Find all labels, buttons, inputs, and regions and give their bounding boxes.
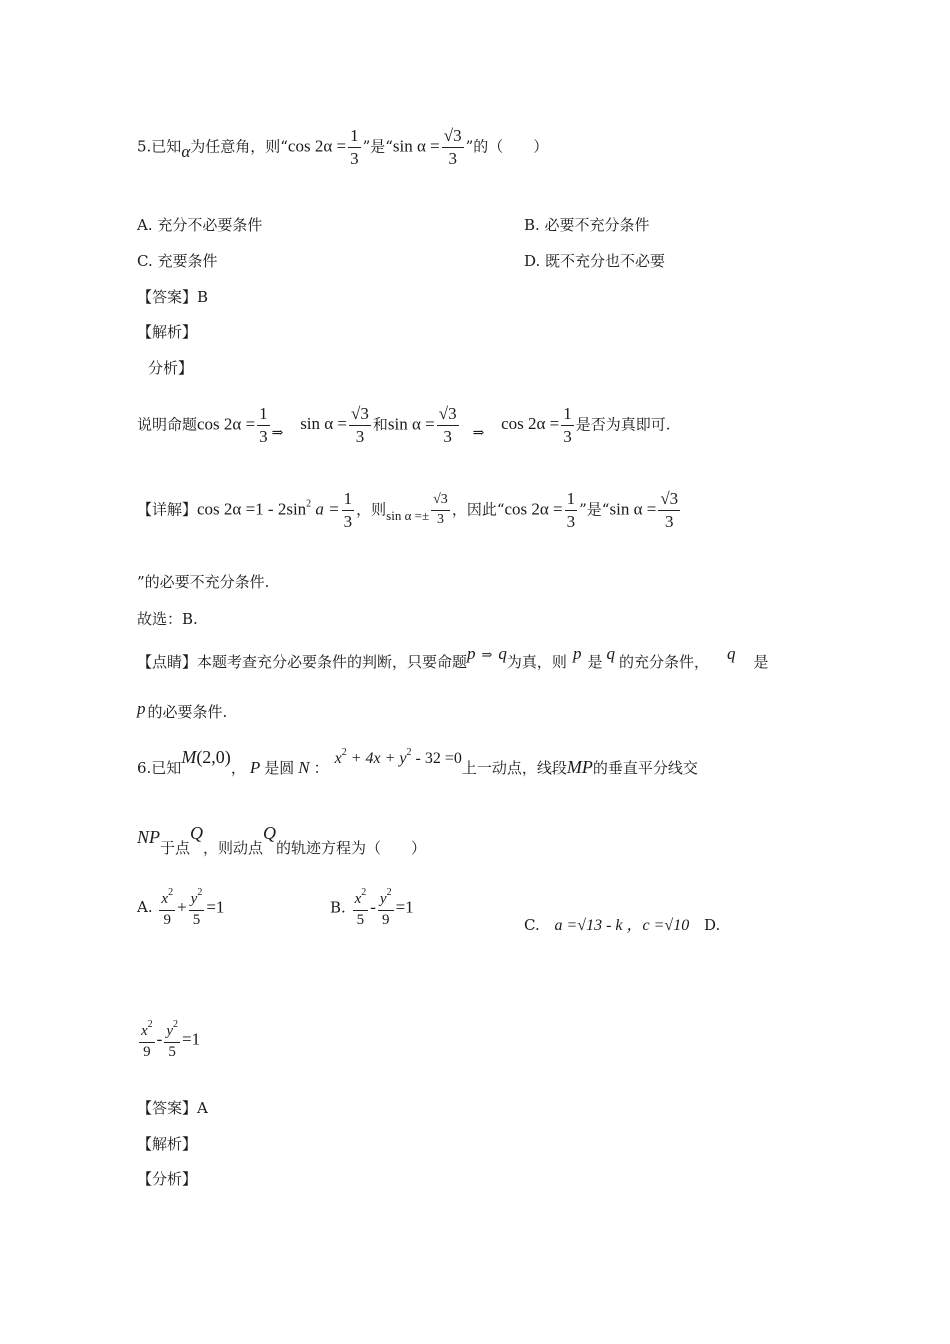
after-eq: 上一动点，线段 [461, 759, 567, 777]
q5-explain: 说明命题cos 2α = $\frac{1}{3}$ ⇒ sin α = $\frac{√3}{3}$ 和sin α = $\frac{√3}{3}$ ⇒ cos 2α = $\frac{1}{3}$ 是否为真即可. [137, 404, 671, 446]
choose-b: 故选：B. [137, 610, 198, 628]
detail-end: ”的必要不充分条件. [137, 573, 270, 591]
q6-analysis-title: 【解析】 [137, 1135, 198, 1153]
q5-prefix: 5.已知 [137, 137, 182, 156]
detail-a: a = [311, 499, 340, 519]
is-text: 是 [753, 653, 769, 671]
q6-option-d: $\frac{x^2}{9}$ - $\frac{y^2}{5}$ =1 [141, 1019, 201, 1060]
circle-n: N [298, 758, 310, 777]
superscript-2: 2 [306, 498, 312, 510]
q6-stem: 6.已知M(2,0)， P 是圆 N ：$x^2 + 4x + y^2 - 32 =0$上一动点，线段MP的垂直平分线交 [137, 747, 698, 777]
fraction-one-third: $\frac{1}{3}$ [350, 126, 359, 168]
q5-analysis-title: 【解析】 [137, 323, 198, 341]
q6-option-a: A. $\frac{x^2}{9}$ + $\frac{y^2}{5}$ =1 [137, 887, 225, 928]
implies-arrow: ⇒ [472, 426, 485, 442]
colon: ： [313, 759, 329, 777]
fraction-one-third: $\frac{1}{3}$ [259, 404, 268, 446]
q5-option-d: D. 既不充分也不必要 [524, 252, 666, 270]
q6-prefix: 6.已知 [137, 759, 182, 777]
detail-therefore: ，因此“ [451, 500, 505, 519]
at-point: 于点 [160, 839, 191, 857]
detail-equation: cos 2α =1 - 2sin [197, 499, 307, 519]
q-var: q [726, 644, 736, 663]
q5-detail: 【详解】$\cos 2\alpha =1 - 2\sin^2$ a = $\frac{1}{3}$ ，则sin α =± $\frac{√3}{3}$ ，因此“cos 2α = $\frac{1}{3}$ ”是“sin α = $\frac{√3}{3}$ [137, 489, 679, 531]
segment-np: NP [137, 827, 161, 847]
p-var: p [572, 644, 582, 663]
bisector-text: 的垂直平分线交 [592, 759, 698, 777]
detail-label: 【详解】 [137, 500, 198, 519]
eq-x: x [334, 750, 342, 767]
q6-option-b: B. $\frac{x^2}{5}$ - $\frac{y^2}{9}$ =1 [330, 887, 414, 928]
eq-end: - 32 =0 [411, 750, 462, 767]
detail-then: ，则 [356, 500, 387, 519]
point-m: M [181, 747, 197, 767]
implies-arrow: ⇒ [271, 426, 284, 442]
q5-option-c: C. 充要条件 [137, 252, 218, 270]
fraction-sqrt3-over-3: $\frac{√3}{3}$ [351, 404, 369, 446]
q5-stem [137, 127, 548, 168]
fraction-one-third: $\frac{1}{3}$ [566, 489, 576, 531]
moving-text: ，则动点 [203, 839, 264, 857]
q6-option-c: C. a =√13 - k ，c =√10 D. [524, 916, 721, 934]
true-then: 为真，则 [506, 653, 567, 671]
circle-text: 是圆 [264, 759, 295, 777]
point-q: Q [263, 823, 277, 843]
segment-mp: MP [566, 757, 593, 777]
and-text: 和 [372, 415, 388, 434]
point-q: Q [190, 823, 204, 843]
point-p: P [249, 758, 261, 777]
q6-stem-2 [137, 823, 427, 857]
p-var: p [137, 699, 146, 718]
fraction-sqrt3-over-3: $\frac{√3}{3}$ [438, 404, 457, 446]
implies-arrow: ⇒ [481, 647, 493, 662]
q5-mid1: 为任意角，则“ [190, 137, 288, 156]
sin-expression: sin α = [392, 136, 440, 156]
q5-option-a: A. 充分不必要条件 [137, 216, 263, 234]
alpha-symbol: α [181, 142, 191, 162]
q5-answer: 【答案】B [137, 288, 209, 306]
fraction-sqrt3-over-3: $\frac{√3}{3}$ [433, 492, 448, 527]
q5-fenxi: 分析】 [148, 359, 194, 377]
q6-answer: 【答案】A [137, 1099, 208, 1117]
detail-sin: sin α =± [386, 508, 430, 524]
cos-expression: cos 2α = [287, 136, 347, 156]
q5-point-2 [137, 699, 228, 721]
q5-option-b: B. 必要不充分条件 [524, 216, 650, 234]
comma: ， [230, 759, 246, 777]
detail-is: ”是“ [579, 500, 610, 519]
fraction-sqrt3-over-3: $\frac{√3}{3}$ [660, 489, 679, 531]
is-text: 是 [587, 653, 603, 671]
q-var: q [498, 644, 507, 663]
q5-suffix: ”的（ ） [465, 137, 549, 156]
necessary-cond: 的必要条件. [147, 703, 228, 721]
q5-mid2: ”是“ [362, 137, 393, 156]
explain-suffix: 是否为真即可. [575, 415, 671, 434]
fraction-sqrt3-over-3: $\frac{√3}{3}$ [443, 126, 462, 168]
p-var: p [467, 644, 476, 663]
explain-prefix: 说明命题 [137, 415, 198, 434]
fraction-one-third: $\frac{1}{3}$ [343, 489, 353, 531]
eq-mid: + 4x + y [346, 750, 407, 767]
q6-fenxi: 【分析】 [137, 1170, 198, 1188]
q5-point [137, 644, 769, 671]
locus-text: 的轨迹方程为（ ） [276, 839, 427, 857]
q-var: q [606, 644, 615, 663]
fraction-one-third: $\frac{1}{3}$ [563, 404, 572, 446]
m-coord: (2,0) [196, 747, 231, 767]
sufficient-cond: 的充分条件， [618, 653, 709, 671]
point-label: 【点睛】本题考查充分必要条件的判断，只要命题 [137, 653, 468, 671]
